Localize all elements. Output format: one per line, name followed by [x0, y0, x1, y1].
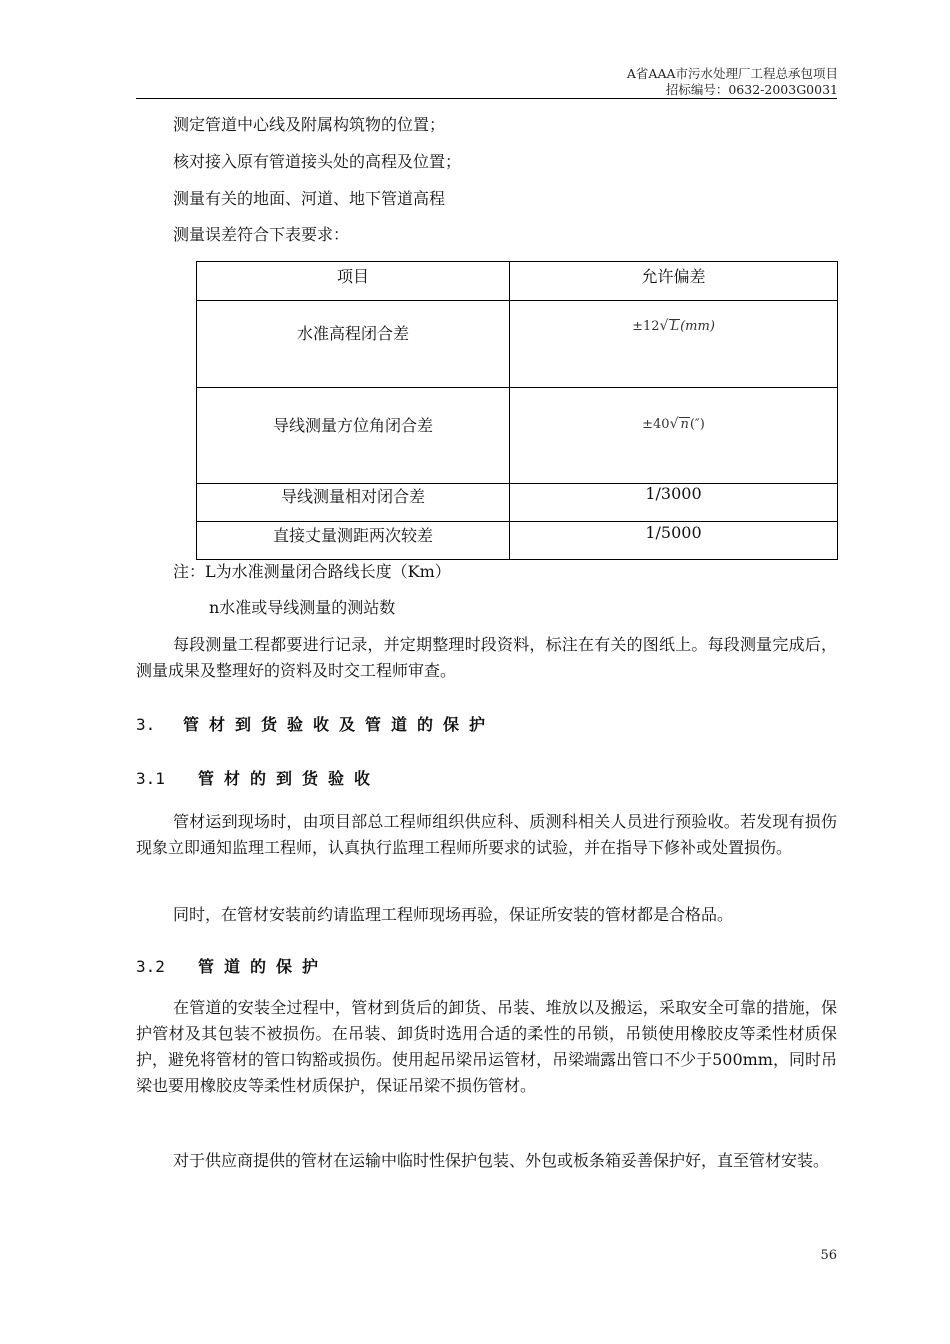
section-3-1-paragraph-2: 同时，在管材安装前约请监理工程师现场再验，保证所安装的管材都是合格品。 — [173, 905, 734, 924]
table-cell-item: 水准高程闭合差 — [197, 301, 510, 388]
tolerance-table — [196, 261, 838, 560]
table-cell-tolerance: 1/3000 — [510, 484, 838, 522]
formula-variable: L — [670, 319, 680, 334]
note-2: n水准或导线测量的测站数 — [209, 598, 396, 617]
section-3-2-heading — [136, 954, 328, 980]
formula-prefix: ±40 — [642, 417, 670, 432]
header-rule — [136, 98, 837, 99]
page-number: 56 — [820, 1248, 837, 1263]
body-line-1: 测定管道中心线及附属构筑物的位置； — [173, 115, 446, 134]
tolerance-formula — [632, 319, 715, 334]
section-3-2-title: 管道的保护 — [198, 957, 329, 976]
body-line-3: 测量有关的地面、河道、地下管道高程 — [173, 189, 446, 208]
table-cell-tolerance — [510, 301, 838, 388]
section-3-1-heading — [136, 766, 380, 792]
header-bid-number: 招标编号：0632-2003G0031 — [665, 82, 838, 97]
section-3-2-paragraph-1: 在管道的安装全过程中，管材到货后的卸货、吊装、堆放以及搬运，采取安全可靠的措施，保护管材及其包装不被损伤。在吊装、卸货时选用合适的柔性的吊锁，吊锁使用橡胶皮等柔性材质保护，避免将管材的管口钩豁或损伤。使用起吊梁吊运管材，吊梁端露出管口不少于500mm，同时吊梁也要用橡胶皮等柔性材质保护，保证吊梁不损伤管材。 — [136, 998, 837, 1095]
sqrt-icon: √ — [659, 318, 669, 334]
table-header-row — [197, 262, 838, 301]
formula-unit: (mm) — [680, 319, 715, 334]
sqrt-icon: √ — [669, 416, 679, 432]
table-row — [197, 388, 838, 484]
table-row — [197, 484, 838, 522]
section-3-number: 3. — [136, 715, 156, 734]
section-3-heading — [136, 712, 495, 738]
table-cell-item: 直接丈量测距两次较差 — [197, 522, 510, 560]
formula-prefix: ±12 — [632, 319, 660, 334]
body-line-2: 核对接入原有管道接头处的高程及位置； — [173, 152, 462, 171]
measurement-record-paragraph: 每段测量工程都要进行记录，并定期整理时段资料，标注在有关的图纸上。每段测量完成后，测量成果及整理好的资料及时交工程师审查。 — [136, 635, 837, 680]
table-header-item: 项目 — [197, 262, 510, 301]
table-cell-item: 导线测量方位角闭合差 — [197, 388, 510, 484]
table-row — [197, 301, 838, 388]
table-cell-tolerance: 1/5000 — [510, 522, 838, 560]
section-3-1-number: 3.1 — [136, 769, 165, 788]
tolerance-formula — [642, 417, 705, 432]
section-3-2-number: 3.2 — [136, 957, 165, 976]
body-line-4: 测量误差符合下表要求： — [173, 225, 350, 244]
table-header-tolerance: 允许偏差 — [510, 262, 838, 301]
table-row — [197, 522, 838, 560]
formula-unit: (″) — [689, 417, 705, 432]
section-3-1-paragraph-1: 管材运到现场时，由项目部总工程师组织供应科、质测科相关人员进行预验收。若发现有损伤现象立即通知监理工程师，认真执行监理工程师所要求的试验，并在指导下修补或处置损伤。 — [136, 812, 837, 857]
formula-variable: n — [680, 417, 689, 432]
section-3-1-title: 管材的到货验收 — [198, 769, 381, 788]
section-3-title: 管材到货验收及管道的保护 — [183, 715, 496, 734]
note-1: 注：L为水准测量闭合路线长度（Km） — [173, 562, 451, 581]
header-project: A省AAA市污水处理厂工程总承包项目 — [626, 66, 838, 81]
section-3-2-paragraph-2: 对于供应商提供的管材在运输中临时性保护包装、外包或板条箱妥善保护好，直至管材安装。 — [173, 1151, 830, 1170]
table-cell-tolerance — [510, 388, 838, 484]
table-cell-item: 导线测量相对闭合差 — [197, 484, 510, 522]
page-header — [627, 66, 838, 98]
